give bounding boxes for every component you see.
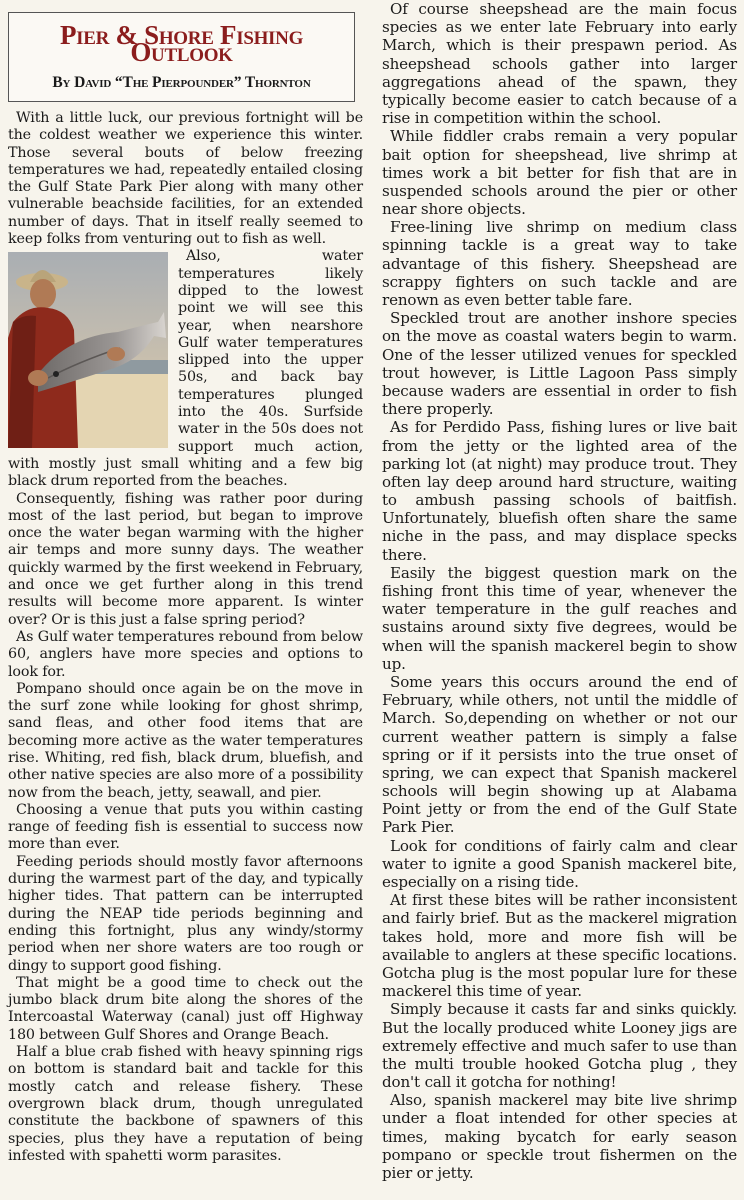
paragraph: Some years this occurs around the end of February, while others, not until the middle of March. So,depending on whether or not our current weather pattern is simply a false spring or if it persists into the true onset of spring, we can expect that Spanish mackerel schools will begin showing up at Alabama Point jetty or from the end of the Gulf State Park Pier. [382,672,737,837]
paragraph: Feeding periods should mostly favor afternoons during the warmest part of the day, and typically higher tides. That pattern can be interrupted during the NEAP tide periods beginning and ending this fortnight, plus any windy/stormy period when ner shore waters are too rough or dingy to support good fishing. [8,853,363,974]
article-byline: By David “The Pierpounder” Thornton [52,73,311,91]
paragraph: Of course sheepshead are the main focus species as we enter late February into early March, which is their prespawn period. As sheepshead schools gather into larger aggregations ahead of the spawn, they typically become easier to catch because of a rise in competition within the school. [382,0,737,128]
angler-with-black-drum-photo [8,252,168,448]
article-header [8,12,355,102]
paragraph: Speckled trout are another inshore species on the move as coastal waters begin to warm. One of the lesser utilized venues for speckled trout however, is Little Lagoon Pass simply because waders are essential in order to fish there properly. [382,309,737,419]
paragraph: That might be a good time to check out the jumbo black drum bite along the shores of the Intercoastal Waterway (canal) just off Highway 180 between Gulf Shores and Orange Beach. [8,974,363,1043]
paragraph: Easily the biggest question mark on the fishing front this time of year, whenever the water temperature in the gulf reaches and sustains around sixty five degrees, would be when will the spanish mackerel begin to show up. [382,563,737,673]
paragraph: Consequently, fishing was rather poor during most of the last period, but began to improve once the water began warming with the higher air temps and more sunny days. The weather quickly warmed by the first weekend in February, and once we get further along in this trend results will become more apparent. Is winter over? Or is this just a false spring period? [8,490,363,628]
paragraph: Also, spanish mackerel may bite live shrimp under a float intended for other species at times, making bycatch for early season pompano or speckle trout fishermen on the pier or jetty. [382,1091,737,1182]
paragraph: At first these bites will be rather inconsistent and fairly brief. But as the mackerel migration takes hold, more and more fish will be available to anglers at these specific locations. Gotcha plug is the most popular lure for these mackerel this time of year. [382,891,737,1001]
paragraph: With a little luck, our previous fortnight will be the coldest weather we experience this winter. Those several bouts of below freezing temperatures we had, repeatedly entailed closing the Gulf State Park Pier along with many other vulnerable beachside facilities, for an extended number of days. That in itself really seemed to keep folks from venturing out to fish as well. [8,110,363,248]
paragraph: Pompano should once again be on the move in the surf zone while looking for ghost shrimp, sand fleas, and other food items that are becoming more active as the water temperatures rise. Whiting, red fish, black drum, bluefish, and other native species are also more of a possibility now from the beach, jetty, seawall, and pier. [8,680,363,801]
paragraph: Look for conditions of fairly calm and clear water to ignite a good Spanish mackerel bite, especially on a rising tide. [382,836,737,891]
paragraph: Also, water temperatures likely dipped to the lowest point we will see this year, when nearshore Gulf water temperatures slipped into the upper 50s, and back bay temperatures plunged into the 40s. Surfside water in the 50s does not support much action, with mostly just small whiting and a few big black drum reported from the beaches. [8,248,363,490]
paragraph: As for Perdido Pass, fishing lures or live bait from the jetty or the lighted area of the parking lot (at night) may produce trout. They often lay deep around hard structure, waiting to ambush passing schools of baitfish. Unfortunately, bluefish often share the same niche in the pass, and may displace specks there. [382,418,737,564]
paragraph: Simply because it casts far and sinks quickly. But the locally produced white Looney jigs are extremely effective and much safer to use than the multi trouble hooked Gotcha plug , they don't call it gotcha for nothing! [382,1000,737,1092]
paragraph: Half a blue crab fished with heavy spinning rigs on bottom is standard bait and tackle for this mostly catch and release fishery. These overgrown black drum, though unregulated constitute the backbone of spawners of this species, plus they have a reputation of being infested with spahetti worm parasites. [8,1044,363,1164]
paragraph: Free-lining live shrimp on medium class spinning tackle is a great way to take advantage of this fishery. Sheepshead are scrappy fighters on such tackle and are renown as even better table fare. [382,218,737,309]
paragraph: Choosing a venue that puts you within casting range of feeding fish is essential to success now more than ever. [8,801,363,853]
left-column [8,0,363,1165]
paragraph: While fiddler crabs remain a very popular bait option for sheepshead, live shrimp at times work a bit better for fish that are in suspended schools around the pier or other near shore objects. [382,127,737,219]
right-column [382,0,737,1182]
photo-image-icon [8,252,168,448]
paragraph: As Gulf water temperatures rebound from below 60, anglers have more species and options to look for. [8,628,363,680]
article-title: Pier & Shore Fishing Outlook [59,20,304,68]
